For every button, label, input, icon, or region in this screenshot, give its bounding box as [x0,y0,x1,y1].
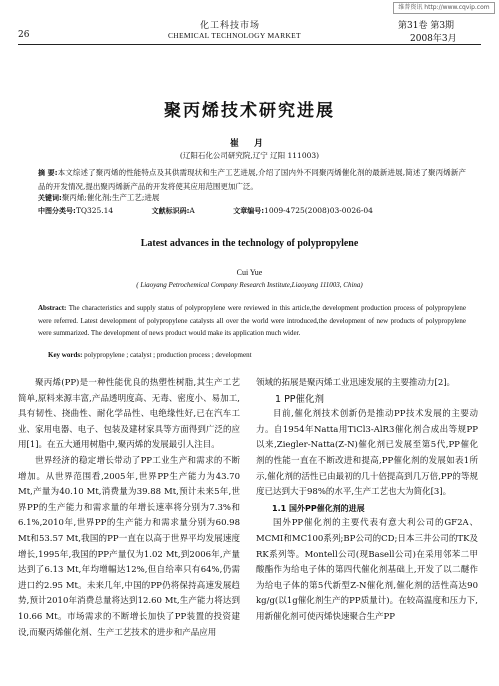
author-affiliation-en: ( Liaoyang Petrochemical Company Research Institute,Liaoyang 111003, China) [136,281,363,289]
doc-code-label: 文献标识码: [151,207,190,215]
body-left-column [18,376,240,641]
abstract-text: 本文综述了聚丙烯的性能特点及其供需现状和生产工艺进展,介绍了国内外不同聚丙烯催化剂的最新进展,简述了聚丙烯新产品的开发情况,提出聚丙烯新产品的开发将使其应用范围更加广泛。 [38,168,466,191]
clc-value: TQ325.14 [75,206,114,215]
header-divider [18,44,481,45]
body-right-column [256,376,478,626]
keywords-text: 聚丙烯;催化剂;生产工艺;进展 [61,193,160,202]
article-id-value: 1009-4725(2008)03-0026-04 [264,206,373,215]
issue-date: 2008年3月 [410,34,457,44]
article-title: 聚丙烯技术研究进展 [164,101,335,121]
keywords-label: 关键词: [38,194,62,202]
abstract-en-text: The characteristics and supply status of polypropylene were reviewed in this article,the development production process of polypropylene were referred. Latest development of polypropylene catalysts all over the world were introduced,the development of new products of polypropylene were summarized. The development of news product would make its application much wider. [38,304,467,337]
abstract-label: 摘 要: [38,169,58,177]
author-name-en: Cui Yue [236,268,263,277]
keywords-en-text: polypropylene ; catalyst ; production process ; development [84,351,252,359]
author-affiliation: (辽阳石化公司研究院,辽宁 辽阳 111003) [179,151,320,160]
body-paragraph: 目前,催化剂技术创新仍是推动PP技术发展的主要动力。自1954年Natta用TiCl3-AlR3催化剂合成出等规PP以来,Ziegler-Natta(Z-N)催化剂已发展至第5代,PP催化剂的性能一直在不断改进和提高,PP催化剂的发展如表1所示,催化剂的活性已由最初的几十倍提高到几万倍,PP的等规度已达到大于98%的水平,生产工艺也大为简化[3]。 [256,409,478,498]
body-paragraph: 聚丙烯(PP)是一种性能优良的热塑性树脂,其生产工艺简单,原料来源丰富,产品透明度高、无毒、密度小、易加工,具有韧性、挠曲性、耐化学品性、电绝缘性好,已在汽车工业、家用电器、电子、包装及建材家具等方面得到广泛的应用[1]。在五大通用树脂中,聚丙烯的发展最引人注目。 [18,378,240,451]
body-paragraph: 国外PP催化剂的主要代表有意大利公司的GF2A、MCMI和MC100系列;BP公司的CD;日本三井公司的TK及RK系列等。Montell公司(现Basell公司)在采用邻苯二甲酸酯作为给电子体的第四代催化剂基础上,开发了以二醚作为给电子体的第5代新型Z-N催化剂,催化剂的活性高达90 kg/g(以1g催化剂生产的PP质量计)。在较高温度和压力下,用新催化剂可使丙烯快速聚合生产PP [256,518,478,622]
abstract-cn [38,166,466,193]
keywords-cn [38,192,159,203]
subsection-heading: 1.1 国外PP催化剂的进展 [272,503,365,513]
article-title-en: Latest advances in the technology of polypropylene [140,238,359,249]
section-heading: 1 PP催化剂 [275,393,325,405]
watermark-stamp: 维普资讯 http://www.cqvip.com [393,2,495,14]
abstract-en [38,302,466,340]
author-name: 崔 月 [229,139,270,149]
clc-label: 中图分类号: [38,207,76,215]
page-number: 26 [18,30,30,40]
keywords-en-label: Key words: [48,351,83,359]
abstract-en-label: Abstract: [38,304,67,312]
classification-line [38,206,468,216]
journal-name-cn: 化工科技市场 [200,21,261,31]
issue-number: 第31卷 第3期 [398,21,455,31]
doc-code-value: A [189,206,195,215]
journal-name-en: CHEMICAL TECHNOLOGY MARKET [168,31,301,40]
body-paragraph: 世界经济的稳定增长带动了PP工业生产和需求的不断增加。从世界范围看,2005年,世界PP生产能力为43.70 Mt,产量为40.10 Mt,消费量为39.88 Mt,预计未来5年,世界PP的生产能力和需求量的年增长速率将分别为7.3%和6.1%,2010年,世界PP的生产能力和需求量分别为60.98 Mt和53.57 Mt,我国的PP一直在以高于世界平均发展速度增长,1995年,我国的PP产量仅为1.02 Mt,到2006年,产量达到了6.13 Mt,年均增幅达12%,但自给率只有64%,仍需进口约2.95 Mt。未来几年,中国的PP仍将保持高速发展趋势,预计2010年消费总量将达到12.60 Mt,生产能力将达到10.66 Mt。市场需求的不断增长加快了PP装置的投资建设,而聚丙烯催化剂、生产工艺技术的进步和产品应用 [18,455,240,638]
keywords-en [48,351,252,359]
article-id-label: 文章编号: [233,207,265,215]
body-paragraph: 领域的拓展是聚丙烯工业迅速发展的主要推动力[2]。 [256,378,456,388]
